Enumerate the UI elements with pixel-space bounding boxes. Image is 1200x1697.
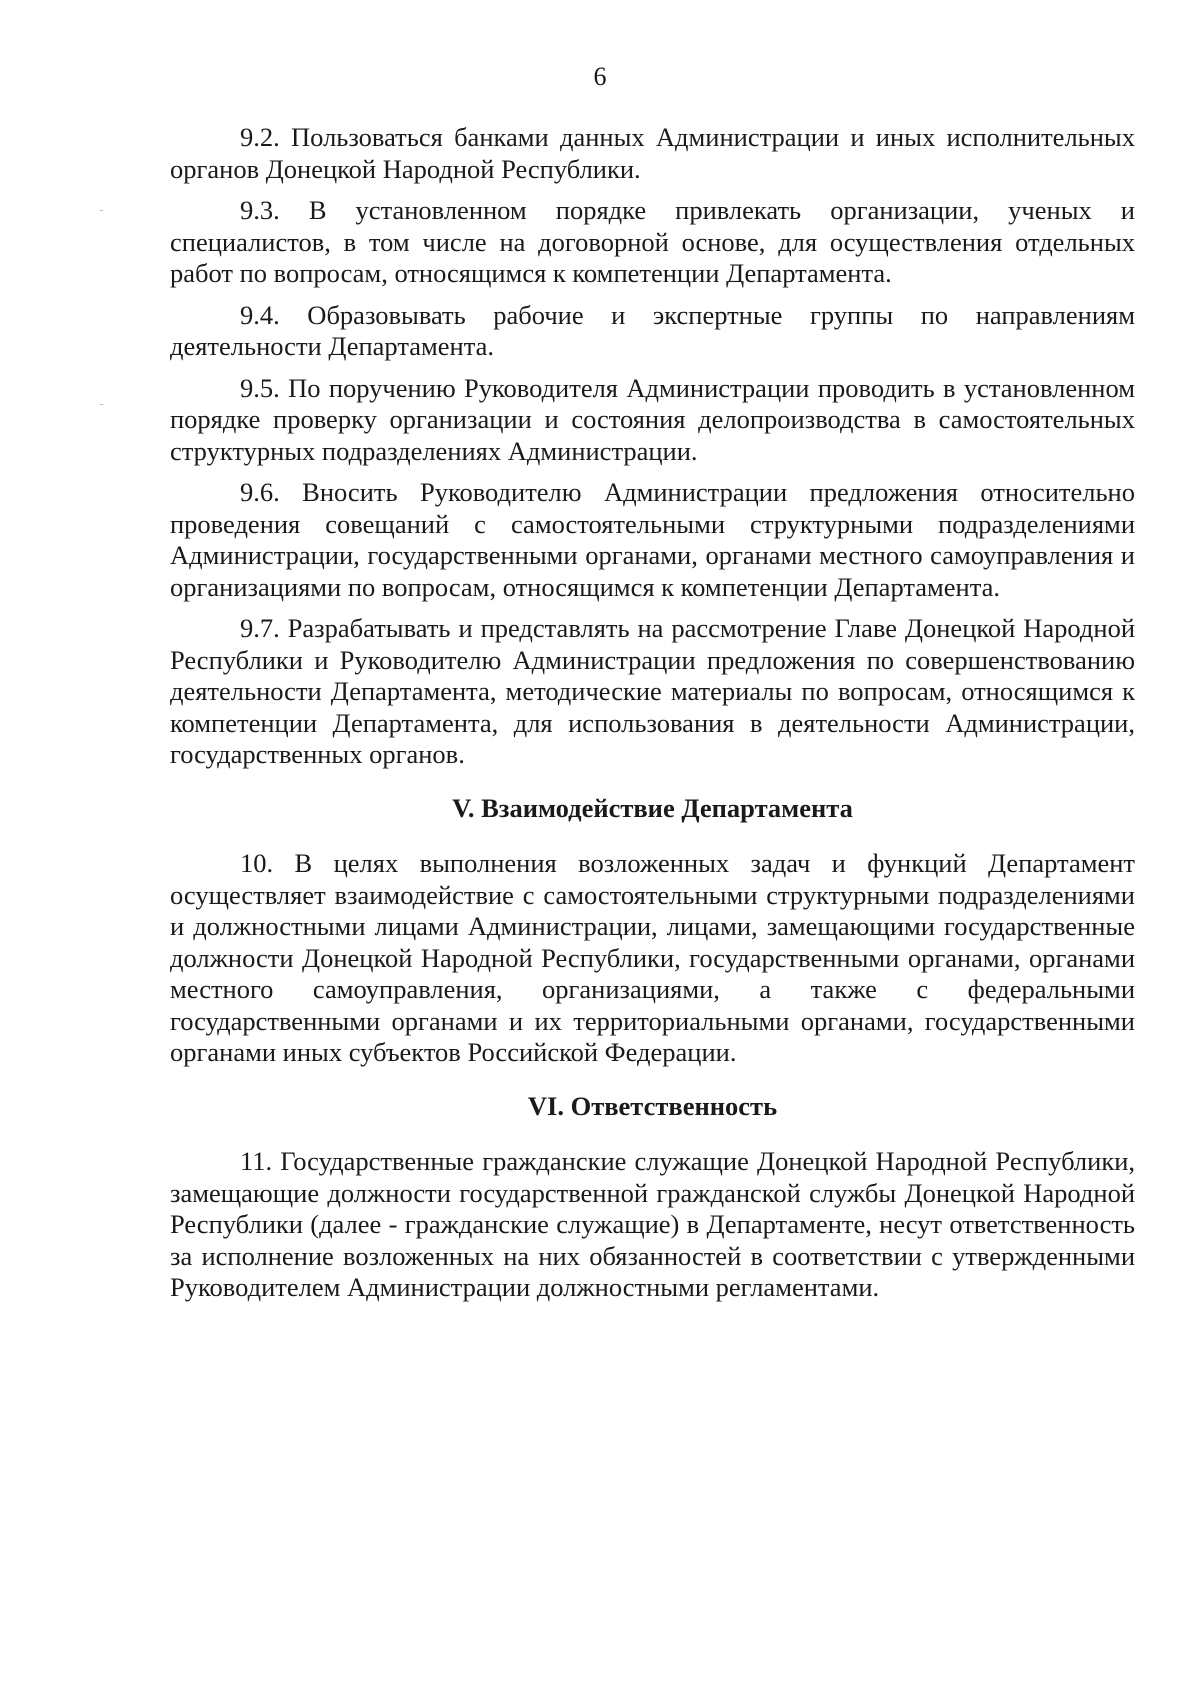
paragraph-9-7: 9.7. Разрабатывать и представлять на рассмотрение Главе Донецкой Народной Республики и Руководителю Администрации предложения по совершенствованию деятельности Департамента, методические материалы по вопросам, относящимся к компетенции Департамента, для использования в деятельности Администрации, государственных органов. — [170, 613, 1135, 769]
paragraph-9-5: 9.5. По поручению Руководителя Администрации проводить в установленном порядке проверку организации и состояния делопроизводства в самостоятельных структурных подразделениях Администрации. — [170, 372, 1135, 466]
paragraph-11: 11. Государственные гражданские служащие Донецкой Народной Республики, замещающие должности государственной гражданской службы Донецкой Народной Республики (далее - гражданские служащие) в Департаменте, несут ответственность за исполнение возложенных на них обязанностей в соответствии с утвержденными Руководителем Администрации должностными регламентами. — [170, 1146, 1135, 1302]
page-number: 6 — [593, 62, 607, 91]
scan-speck — [100, 404, 103, 405]
paragraph-10: 10. В целях выполнения возложенных задач и функций Департамент осуществляет взаимодействие с самостоятельными структурными подразделениями и должностными лицами Администрации, лицами, замещающими государственные должности Донецкой Народной Республики, государственными органами, органами местного самоуправления, организациями, а также с федеральными государственными органами и их территориальными органами, государственными органами иных субъектов Российской Федерации. — [170, 848, 1135, 1067]
paragraph-9-3: 9.3. В установленном порядке привлекать организации, ученых и специалистов, в том числе на договорной основе, для осуществления отдельных работ по вопросам, относящимся к компетенции Департамента. — [170, 195, 1135, 288]
section-heading-6: VI. Ответственность — [527, 1090, 778, 1121]
paragraph-9-6: 9.6. Вносить Руководителю Администрации предложения относительно проведения совещаний с самостоятельными структурными подразделениями Администрации, государственными органами, органами местного самоуправления и организациями по вопросам, относящимся к компетенции Департамента. — [170, 477, 1135, 602]
document-body — [170, 122, 1135, 1314]
paragraph-9-4: 9.4. Образовывать рабочие и экспертные группы по направлениям деятельности Департамента. — [170, 299, 1135, 361]
scan-speck — [100, 210, 103, 211]
paragraph-9-2: 9.2. Пользоваться банками данных Администрации и иных исполнительных органов Донецкой Народной Республики. — [170, 122, 1135, 184]
section-heading-5: V. Взаимодействие Департамента — [452, 792, 853, 823]
